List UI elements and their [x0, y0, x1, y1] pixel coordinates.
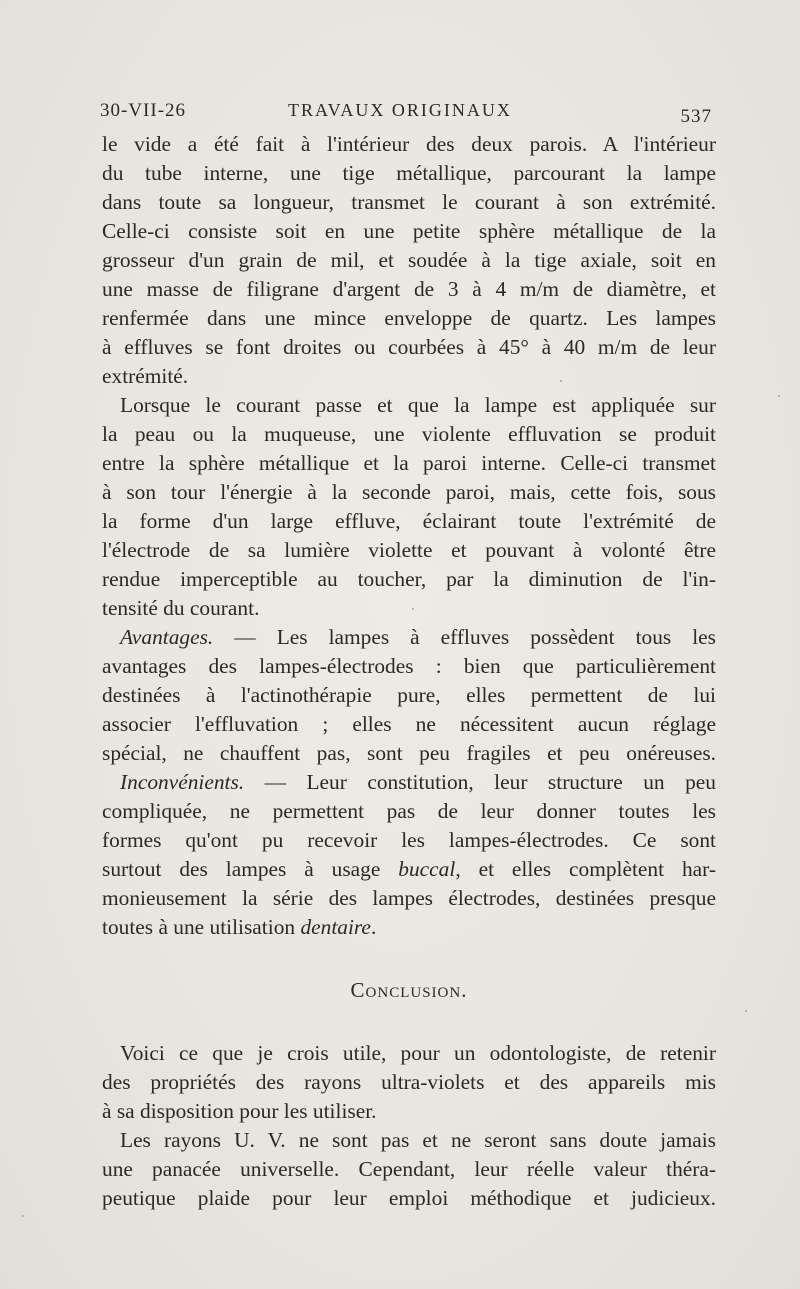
text-fragment: , et elles complètent har- [455, 857, 716, 881]
paper-speck [745, 1010, 747, 1012]
text-line [102, 913, 716, 942]
paper-speck [412, 608, 414, 610]
paragraph-current-effluvation [102, 391, 716, 623]
paper-speck [778, 395, 780, 397]
text-line: à effluves se font droites ou courbées à 45° à 40 m/m de leur [102, 335, 716, 359]
running-header [100, 100, 712, 128]
text-line: rendue imperceptible au toucher, par la diminution de l'in- [102, 567, 716, 591]
text-line: entre la sphère métallique et la paroi interne. Celle-ci transmet [102, 451, 716, 475]
text-line: à sa disposition pour les utiliser. [102, 1099, 377, 1123]
text-line [102, 855, 716, 884]
text-line: du tube interne, une tige métallique, parcourant la lampe [102, 161, 716, 185]
text-line: le vide a été fait à l'intérieur des deux parois. A l'intérieur [102, 132, 716, 156]
paragraph-conclusion-intro [102, 1039, 716, 1126]
paragraph-lamp-description [102, 130, 716, 391]
text-fragment: — Les lampes à effluves possèdent tous les [213, 625, 716, 649]
text-fragment: toutes à une utilisation [102, 915, 301, 939]
paragraph-conclusion-uv [102, 1126, 716, 1213]
text-line: tensité du courant. [102, 596, 260, 620]
header-date: 30-VII-26 [100, 100, 187, 121]
text-line: Voici ce que je crois utile, pour un odontologiste, de retenir [120, 1041, 716, 1065]
text-line: l'électrode de sa lumière violette et pouvant à volonté être [102, 538, 716, 562]
paper-speck [22, 1215, 24, 1217]
text-line: Celle-ci consiste soit en une petite sphère métallique de la [102, 219, 716, 243]
advantages-label: Avantages. [120, 625, 214, 649]
paper-speck [560, 380, 562, 382]
text-line: renfermée dans une mince enveloppe de quartz. Les lampes [102, 306, 716, 330]
text-line: dans toute sa longueur, transmet le courant à son extrémité. [102, 190, 716, 214]
text-line: peutique plaide pour leur emploi méthodique et judicieux. [102, 1186, 716, 1210]
text-fragment: — Leur constitution, leur structure un peu [244, 770, 716, 794]
body-text [102, 130, 716, 1213]
emphasis-buccal: buccal [398, 857, 456, 881]
text-line: Les rayons U. V. ne sont pas et ne seront sans doute jamais [120, 1128, 716, 1152]
text-fragment: surtout des lampes à usage [102, 857, 399, 881]
text-line: spécial, ne chauffent pas, sont peu fragiles et peu onéreuses. [102, 741, 716, 765]
text-line [102, 768, 716, 797]
text-line: destinées à l'actinothérapie pure, elles permettent de lui [102, 683, 716, 707]
text-line: à son tour l'énergie à la seconde paroi, mais, cette fois, sous [102, 480, 716, 504]
text-line: monieusement la série des lampes électrodes, destinées presque [102, 886, 716, 910]
header-title: TRAVAUX ORIGINAUX [288, 100, 512, 120]
text-line: associer l'effluvation ; elles ne nécessitent aucun réglage [102, 712, 716, 736]
text-line: Lorsque le courant passe et que la lampe est appliquée sur [120, 393, 716, 417]
text-line: une panacée universelle. Cependant, leur réelle valeur théra- [102, 1157, 716, 1181]
text-line: la peau ou la muqueuse, une violente effluvation se produit [102, 422, 716, 446]
text-line: avantages des lampes-électrodes : bien que particulièrement [102, 654, 716, 678]
text-line [102, 623, 716, 652]
page-number: 537 [680, 106, 712, 127]
text-line: grosseur d'un grain de mil, et soudée à la tige axiale, soit en [102, 248, 716, 272]
text-line: extrémité. [102, 364, 189, 388]
text-line: formes qu'ont pu recevoir les lampes-électrodes. Ce sont [102, 828, 716, 852]
emphasis-dentaire: dentaire [300, 915, 371, 939]
disadvantages-label: Inconvénients. [120, 770, 245, 794]
text-line: compliquée, ne permettent pas de leur donner toutes les [102, 799, 716, 823]
section-heading-conclusion: Conclusion. [350, 978, 468, 1002]
text-line: la forme d'un large effluve, éclairant toute l'extrémité de [102, 509, 716, 533]
text-line: une masse de filigrane d'argent de 3 à 4 m/m de diamètre, et [102, 277, 716, 301]
text-fragment: . [370, 915, 377, 939]
paragraph-disadvantages [102, 768, 716, 942]
paragraph-advantages [102, 623, 716, 768]
text-line: des propriétés des rayons ultra-violets et des appareils mis [102, 1070, 716, 1094]
